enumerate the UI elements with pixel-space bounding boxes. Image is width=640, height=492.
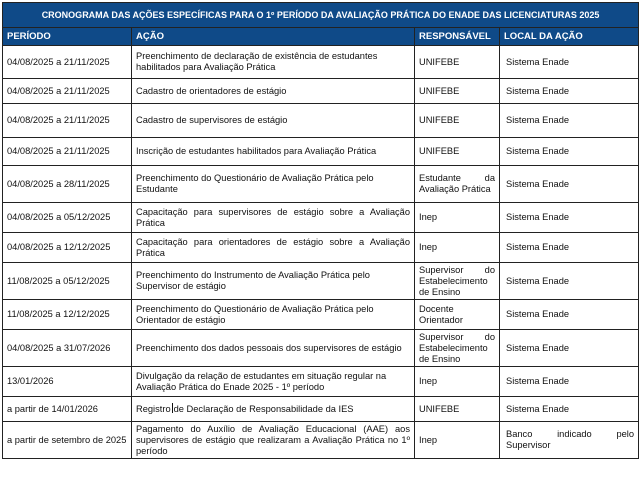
- cell-local: Sistema Enade: [500, 263, 639, 300]
- table-row: [3, 422, 639, 459]
- table-row: [3, 330, 639, 367]
- cell-local: Sistema Enade: [500, 367, 639, 397]
- cell-acao: Capacitação para supervisores de estágio sobre a Avaliação Prática: [132, 203, 415, 233]
- cell-acao: Preenchimento dos dados pessoais dos supervisores de estágio: [132, 330, 415, 367]
- table-row: [3, 300, 639, 330]
- cell-acao: Cadastro de supervisores de estágio: [132, 104, 415, 138]
- table-row: [3, 367, 639, 397]
- table-row: [3, 138, 639, 166]
- table-row: [3, 263, 639, 300]
- cell-local: Sistema Enade: [500, 203, 639, 233]
- table-row: [3, 233, 639, 263]
- header-responsavel: RESPONSÁVEL: [415, 28, 500, 46]
- cell-local: Sistema Enade: [500, 104, 639, 138]
- cell-responsavel: UNIFEBE: [415, 397, 500, 422]
- table-row: [3, 166, 639, 203]
- table-row: [3, 46, 639, 79]
- cell-periodo: a partir de setembro de 2025: [3, 422, 132, 459]
- cell-acao: Cadastro de orientadores de estágio: [132, 79, 415, 104]
- cell-responsavel: Docente Orientador: [415, 300, 500, 330]
- cell-local: Sistema Enade: [500, 300, 639, 330]
- cell-periodo: 04/08/2025 a 21/11/2025: [3, 104, 132, 138]
- header-row: [3, 28, 639, 46]
- cell-acao: Preenchimento do Questionário de Avaliação Prática pelo Estudante: [132, 166, 415, 203]
- cell-acao: [132, 397, 415, 422]
- cell-acao: Pagamento do Auxílio de Avaliação Educacional (AAE) aos supervisores de estágio que realizaram a Avaliação Prática no 1º período: [132, 422, 415, 459]
- cell-periodo: 13/01/2026: [3, 367, 132, 397]
- cell-acao: Preenchimento de declaração de existência de estudantes habilitados para Avaliação Prática: [132, 46, 415, 79]
- header-local: LOCAL DA AÇÃO: [500, 28, 639, 46]
- cell-local: Sistema Enade: [500, 46, 639, 79]
- cell-local: Banco indicado pelo Supervisor: [500, 422, 639, 459]
- cell-periodo: 04/08/2025 a 12/12/2025: [3, 233, 132, 263]
- cell-responsavel: Inep: [415, 233, 500, 263]
- cell-local: Sistema Enade: [500, 233, 639, 263]
- cell-local: Sistema Enade: [500, 330, 639, 367]
- cell-acao: Preenchimento do Instrumento de Avaliação Prática pelo Supervisor de estágio: [132, 263, 415, 300]
- cell-periodo: 11/08/2025 a 12/12/2025: [3, 300, 132, 330]
- table-row: [3, 203, 639, 233]
- cell-responsavel: Supervisor do Estabelecimento de Ensino: [415, 263, 500, 300]
- cell-local: Sistema Enade: [500, 397, 639, 422]
- cell-responsavel: Inep: [415, 422, 500, 459]
- cell-local: Sistema Enade: [500, 79, 639, 104]
- cell-periodo: 04/08/2025 a 31/07/2026: [3, 330, 132, 367]
- table-row: [3, 79, 639, 104]
- cell-responsavel: Supervisor do Estabelecimento de Ensino: [415, 330, 500, 367]
- cell-responsavel: Inep: [415, 367, 500, 397]
- cell-periodo: 04/08/2025 a 05/12/2025: [3, 203, 132, 233]
- cell-responsavel: UNIFEBE: [415, 104, 500, 138]
- cell-periodo: 04/08/2025 a 28/11/2025: [3, 166, 132, 203]
- cell-local: Sistema Enade: [500, 166, 639, 203]
- schedule-table: [2, 2, 639, 459]
- cell-responsavel: Estudante da Avaliação Prática: [415, 166, 500, 203]
- cell-periodo: 04/08/2025 a 21/11/2025: [3, 79, 132, 104]
- table-title: CRONOGRAMA DAS AÇÕES ESPECÍFICAS PARA O 1º PERÍODO DA AVALIAÇÃO PRÁTICA DO ENADE DAS LICENCIATURAS 2025: [3, 3, 639, 28]
- cell-responsavel: Inep: [415, 203, 500, 233]
- cell-responsavel: UNIFEBE: [415, 46, 500, 79]
- text-cursor: [172, 403, 173, 413]
- cell-acao: Inscrição de estudantes habilitados para Avaliação Prática: [132, 138, 415, 166]
- cell-periodo: a partir de 14/01/2026: [3, 397, 132, 422]
- title-row: [3, 3, 639, 28]
- header-acao: AÇÃO: [132, 28, 415, 46]
- table-row: [3, 104, 639, 138]
- cell-responsavel: UNIFEBE: [415, 138, 500, 166]
- acao-text-part1: Registro: [136, 404, 171, 414]
- cell-periodo: 11/08/2025 a 05/12/2025: [3, 263, 132, 300]
- table-row: [3, 397, 639, 422]
- acao-text-part2: de Declaração de Responsabilidade da IES: [173, 404, 354, 414]
- cell-acao: Divulgação da relação de estudantes em situação regular na Avaliação Prática do Enade 2025 - 1º período: [132, 367, 415, 397]
- cell-responsavel: UNIFEBE: [415, 79, 500, 104]
- cell-periodo: 04/08/2025 a 21/11/2025: [3, 138, 132, 166]
- schedule-document: [2, 2, 638, 459]
- cell-local: Sistema Enade: [500, 138, 639, 166]
- cell-acao: Preenchimento do Questionário de Avaliação Prática pelo Orientador de estágio: [132, 300, 415, 330]
- cell-acao: Capacitação para orientadores de estágio sobre a Avaliação Prática: [132, 233, 415, 263]
- cell-periodo: 04/08/2025 a 21/11/2025: [3, 46, 132, 79]
- header-periodo: PERÍODO: [3, 28, 132, 46]
